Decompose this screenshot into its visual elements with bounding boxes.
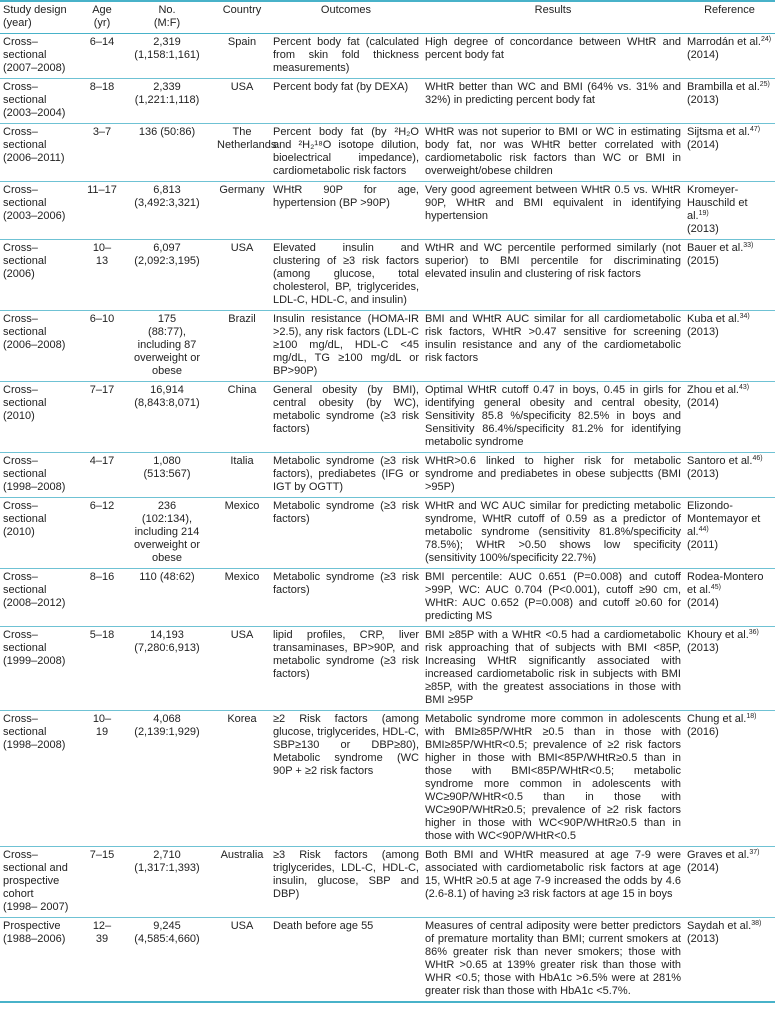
cell-age: 7–17 [84, 382, 120, 453]
table-row [0, 124, 775, 182]
cell-number: 9,245 (4,585:4,660) [120, 918, 214, 1003]
table-row [0, 240, 775, 311]
cell-age: 6–10 [84, 311, 120, 382]
header-outcomes: Outcomes [270, 1, 422, 34]
cell-reference [684, 240, 775, 311]
reference-year: (2013) [687, 326, 719, 338]
reference-year: (2014) [687, 862, 719, 874]
reference-authors: Chung et al. [687, 713, 747, 725]
reference-authors: Santoro et al. [687, 455, 753, 467]
cell-results: Measures of central adiposity were better predictors of premature mortality than BMI; current smokers at 86% greater risk than never smokers; those with WHtR >0.65 at 139% greater risk than those with WHR <0.5; those with HbA1c >6.5% were at 281% greater risk than those with HbA1c <5.7%. [422, 918, 684, 1003]
reference-number: 33) [743, 242, 754, 249]
cell-results: Both BMI and WHtR measured at age 7-9 were associated with cardiometabolic risk factors at age 15, WHtR ≥0.5 at age 7-9 increased the odds by 4.6 (2.6-8.1) of having ≥3 risk factors at age 15 in boys [422, 847, 684, 918]
cell-results: Optimal WHtR cutoff 0.47 in boys, 0.45 in girls for identifying general obesity and central obesity, Sensitivity 85.8 %/specificity 82.5% in boys and Sensitivity 86.4%/specificity 81.2% for identifying metabolic syndrome [422, 382, 684, 453]
cell-outcomes: lipid profiles, CRP, liver transaminases, BP>90P, and metabolic syndrome (≥3 risk factors) [270, 627, 422, 711]
cell-age: 4–17 [84, 453, 120, 498]
cell-reference [684, 498, 775, 569]
cell-number: 1,080 (513:567) [120, 453, 214, 498]
reference-authors: Marrodán et al. [687, 36, 761, 48]
reference-number: 36) [748, 629, 759, 636]
cell-age: 12–39 [84, 918, 120, 1003]
cell-outcomes: ≥3 Risk factors (among triglycerides, LDL-C, HDL-C, insulin, glucose, SBP and DBP) [270, 847, 422, 918]
header-study-design: Study design (year) [0, 1, 84, 34]
reference-number: 24) [760, 36, 772, 43]
cell-age: 3–7 [84, 124, 120, 182]
reference-number: 44) [698, 526, 709, 533]
cell-age: 8–18 [84, 79, 120, 124]
table-row [0, 711, 775, 847]
cell-country: Brazil [214, 311, 270, 382]
reference-number: 34) [739, 313, 750, 320]
header-country: Country [214, 1, 270, 34]
cell-outcomes: General obesity (by BMI), central obesity (by WC), metabolic syndrome (≥3 risk factors) [270, 382, 422, 453]
reference-authors: Kromeyer-Hauschild et al. [687, 184, 748, 222]
cell-country: Mexico [214, 569, 270, 627]
cell-age: 6–14 [84, 34, 120, 79]
cell-reference [684, 34, 775, 79]
reference-year: (2013) [687, 223, 719, 235]
cell-reference [684, 711, 775, 847]
reference-authors: Zhou et al. [687, 384, 739, 396]
cell-number: 6,813 (3,492:3,321) [120, 182, 214, 240]
cell-study-design: Cross– sectional and prospective cohort (1998– 2007) [0, 847, 84, 918]
cell-country: Australia [214, 847, 270, 918]
cell-outcomes: Percent body fat (by DEXA) [270, 79, 422, 124]
table-row [0, 498, 775, 569]
cell-study-design: Cross–sectional (1998–2008) [0, 453, 84, 498]
reference-year: (2013) [687, 94, 719, 106]
reference-year: (2013) [687, 468, 719, 480]
table-row [0, 34, 775, 79]
reference-authors: Khoury et al. [687, 629, 749, 641]
cell-results: WtHR and WC percentile performed similarly (not superior) to BMI percentile for discriminating elevated insulin and clustering of risk factors [422, 240, 684, 311]
reference-number: 45) [710, 584, 721, 591]
table-row [0, 311, 775, 382]
cell-outcomes: Percent body fat (calculated from skin fold thickness measurements) [270, 34, 422, 79]
cell-reference [684, 569, 775, 627]
cell-number: 2,339 (1,221:1,118) [120, 79, 214, 124]
cell-country: USA [214, 918, 270, 1003]
header-number: No. (M:F) [120, 1, 214, 34]
cell-results: WHtR>0.6 linked to higher risk for metabolic syndrome and prediabetes in obese subjectts (BMI >95P) [422, 453, 684, 498]
table-row [0, 182, 775, 240]
cell-number: 110 (48:62) [120, 569, 214, 627]
reference-number: 47) [749, 126, 761, 133]
header-results: Results [422, 1, 684, 34]
reference-authors: Rodea-Montero et al. [687, 571, 764, 596]
table-row [0, 453, 775, 498]
cell-outcomes: Metabolic syndrome (≥3 risk factors), prediabetes (IFG or IGT by OGTT) [270, 453, 422, 498]
cell-age: 6–12 [84, 498, 120, 569]
cell-number: 175 (88:77), including 87 overweight or obese [120, 311, 214, 382]
cell-reference [684, 79, 775, 124]
cell-reference [684, 382, 775, 453]
cell-outcomes: Death before age 55 [270, 918, 422, 1003]
cell-study-design: Cross–sectional (2003–2004) [0, 79, 84, 124]
cell-reference [684, 918, 775, 1003]
cell-country: Germany [214, 182, 270, 240]
cell-reference [684, 847, 775, 918]
reference-authors: Graves et al. [687, 849, 750, 861]
reference-number: 37) [749, 849, 760, 856]
cell-number: 2,710 (1,317:1,393) [120, 847, 214, 918]
cell-outcomes: ≥2 Risk factors (among glucose, triglycerides, HDL-C, SBP≥130 or DBP≥80), Metabolic syndrome (WC 90P + ≥2 risk factors [270, 711, 422, 847]
cell-age: 5–18 [84, 627, 120, 711]
cell-number: 136 (50:86) [120, 124, 214, 182]
table-header-row [0, 1, 775, 34]
cell-number: 4,068 (2,139:1,929) [120, 711, 214, 847]
table-row [0, 627, 775, 711]
cell-study-design: Cross–sectional (2003–2006) [0, 182, 84, 240]
cell-age: 10–19 [84, 711, 120, 847]
cell-study-design: Cross–sectional (2007–2008) [0, 34, 84, 79]
table-row [0, 382, 775, 453]
cell-reference [684, 182, 775, 240]
cell-outcomes: Metabolic syndrome (≥3 risk factors) [270, 498, 422, 569]
cell-study-design: Cross–sectional (2008–2012) [0, 569, 84, 627]
reference-number: 46) [752, 455, 763, 462]
cell-country: USA [214, 627, 270, 711]
cell-reference [684, 124, 775, 182]
cell-country: USA [214, 240, 270, 311]
reference-year: (2015) [687, 255, 719, 267]
table-row [0, 918, 775, 1003]
cell-study-design: Cross–sectional (2006) [0, 240, 84, 311]
reference-number: 43) [738, 384, 750, 391]
cell-reference [684, 627, 775, 711]
reference-year: (2014) [687, 397, 719, 409]
reference-authors: Elizondo-Montemayor et al. [687, 500, 761, 538]
reference-year: (2013) [687, 642, 719, 654]
cell-outcomes: WHtR 90P for age, hypertension (BP >90P) [270, 182, 422, 240]
cell-number: 14,193 (7,280:6,913) [120, 627, 214, 711]
cell-results: WHtR better than WC and BMI (64% vs. 31% and 32%) in predicting percent body fat [422, 79, 684, 124]
reference-year: (2013) [687, 933, 719, 945]
cell-results: Metabolic syndrome more common in adolescents with BMI≥85P/WHtR ≥0.5 than in those with BMI≥85P/WHtR<0.5; prevalence of ≥2 risk factors higher in those with BMI<85P/WHtR≥0.5 than in those with BMI<85P/WHtR<0.5; metabolic syndrome more common in adolescents with WC≥90P/WHtR<0.5 than in those with WC≥90P/WHtR≥0.5; prevalence of ≥2 risk factors higher in those with WC<90P/WHtR≥0.5 than in those with WC<90P/WHtR<0.5 [422, 711, 684, 847]
cell-country: Korea [214, 711, 270, 847]
reference-year: (2016) [687, 726, 719, 738]
reference-year: (2014) [687, 49, 719, 61]
cell-age: 7–15 [84, 847, 120, 918]
cell-age: 11–17 [84, 182, 120, 240]
cell-number: 2,319 (1,158:1,161) [120, 34, 214, 79]
cell-reference [684, 453, 775, 498]
cell-outcomes: Insulin resistance (HOMA-IR >2.5), any risk factors (LDL-C ≥100 mg/dL, HDL-C <45 mg/dL, TG ≥100 mg/dL or BP>90P) [270, 311, 422, 382]
reference-number: 25) [759, 81, 770, 88]
cell-outcomes: Elevated insulin and clustering of ≥3 risk factors (among glucose, total cholesterol, BP, triglycerides, LDL-C, HDL-C, and insulin) [270, 240, 422, 311]
table-row [0, 847, 775, 918]
cell-country: Italia [214, 453, 270, 498]
cell-number: 236 (102:134), including 214 overweight or obese [120, 498, 214, 569]
cell-reference [684, 311, 775, 382]
cell-study-design: Cross–sectional (1999–2008) [0, 627, 84, 711]
cell-study-design: Cross–sectional (2010) [0, 498, 84, 569]
cell-number: 16,914 (8,843:8,071) [120, 382, 214, 453]
reference-authors: Bauer et al. [687, 242, 744, 254]
cell-results: WHtR was not superior to BMI or WC in estimating body fat, nor was WHtR better correlated with cardiometabolic risk factors than WC or BMI in overweight/obese children [422, 124, 684, 182]
table-row [0, 569, 775, 627]
cell-outcomes: Percent body fat (by ²H₂O and ²H₂¹⁸O isotope dilution, bioelectrical impedance), cardiometabolic risk factors [270, 124, 422, 182]
reference-year: (2011) [687, 539, 718, 551]
cell-study-design: Cross–sectional (2006–2008) [0, 311, 84, 382]
cell-study-design: Cross–sectional (1998–2008) [0, 711, 84, 847]
cell-country: The Netherlands [214, 124, 270, 182]
header-reference: Reference [684, 1, 775, 34]
cell-study-design: Cross–sectional (2006–2011) [0, 124, 84, 182]
table-body [0, 34, 775, 1003]
cell-results: BMI percentile: AUC 0.651 (P=0.008) and cutoff >99P, WC: AUC 0.704 (P<0.001), cutoff ≥90 cm, WHtR: AUC 0.652 (P=0.008) and cutoff ≥0.60 for predicting MS [422, 569, 684, 627]
reference-authors: Saydah et al. [687, 920, 752, 932]
reference-authors: Brambilla et al. [687, 81, 760, 93]
cell-age: 8–16 [84, 569, 120, 627]
reference-number: 18) [746, 713, 757, 720]
cell-study-design: Prospective (1988–2006) [0, 918, 84, 1003]
reference-authors: Kuba et al. [687, 313, 740, 325]
cell-country: Spain [214, 34, 270, 79]
cell-results: High degree of concordance between WHtR and percent body fat [422, 34, 684, 79]
reference-authors: Sijtsma et al. [687, 126, 750, 138]
header-age: Age (yr) [84, 1, 120, 34]
cell-results: BMI and WHtR AUC similar for all cardiometabolic risk factors, WHtR >0.47 sensitive for screening insulin resistance and any of the cardiometabolic risk factors [422, 311, 684, 382]
reference-year: (2014) [687, 139, 719, 151]
reference-year: (2014) [687, 597, 719, 609]
reference-number: 38) [751, 920, 762, 927]
cell-age: 10–13 [84, 240, 120, 311]
reference-number: 19) [698, 210, 709, 217]
cell-number: 6,097 (2,092:3,195) [120, 240, 214, 311]
cell-results: BMI ≥85P with a WHtR <0.5 had a cardiometabolic risk approaching that of subjects with BMI <85P, Increasing WHtR significantly associated with increased cardiometabolic risk in subjects with BMI ≥85P, with the greatest associations in those with BMI ≥95P [422, 627, 684, 711]
cell-country: USA [214, 79, 270, 124]
cell-outcomes: Metabolic syndrome (≥3 risk factors) [270, 569, 422, 627]
cell-country: China [214, 382, 270, 453]
table-row [0, 79, 775, 124]
cell-study-design: Cross–sectional (2010) [0, 382, 84, 453]
cell-country: Mexico [214, 498, 270, 569]
cell-results: Very good agreement between WHtR 0.5 vs. WHtR 90P, WHtR and BMI equivalent in identifying hypertension [422, 182, 684, 240]
cell-results: WHtR and WC AUC similar for predicting metabolic syndrome, WHtR cutoff of 0.59 as a predictor of metabolic syndrome (sensitivity 81.8%/specificity 78.5%); WHtR >0.50 shows low specificity (sensitivity 100%/specificity 22.7%) [422, 498, 684, 569]
